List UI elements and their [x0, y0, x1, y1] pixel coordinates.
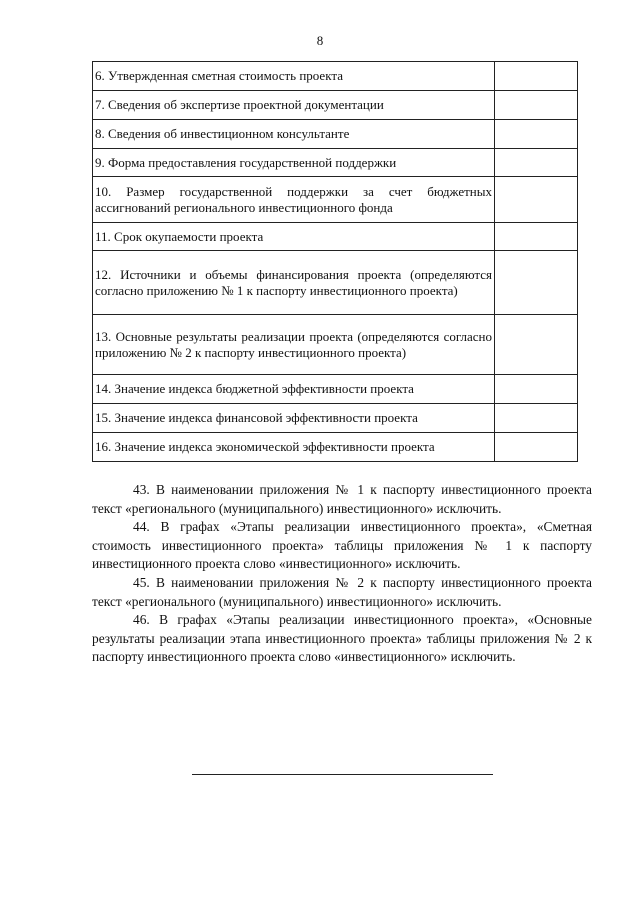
row-label: 15. Значение индекса финансовой эффективности проекта [93, 404, 495, 433]
row-label: 6. Утвержденная сметная стоимость проекта [93, 62, 495, 91]
row-value [495, 177, 578, 223]
page-number: 8 [316, 33, 324, 48]
row-label: 11. Срок окупаемости проекта [93, 223, 495, 251]
row-value [495, 315, 578, 375]
row-label: 14. Значение индекса бюджетной эффективности проекта [93, 375, 495, 404]
passport-table [92, 61, 578, 462]
paragraph-44: 44. В графах «Этапы реализации инвестиционного проекта», «Сметная стоимость инвестиционного проекта» таблицы приложения № 1 к паспорту инвестиционного проекта слово «инвестиционного» исключить. [92, 519, 592, 572]
closing-rule [192, 774, 493, 775]
table-row [93, 149, 578, 177]
row-value [495, 120, 578, 149]
row-value [495, 149, 578, 177]
row-label: 16. Значение индекса экономической эффективности проекта [93, 433, 495, 462]
paragraph-46: 46. В графах «Этапы реализации инвестиционного проекта», «Основные результаты реализации этапа инвестиционного проекта» таблицы приложения № 2 к паспорту инвестиционного проекта слово «инвестиционного» исключить. [92, 612, 592, 665]
row-value [495, 404, 578, 433]
table-row [93, 251, 578, 315]
row-label: 7. Сведения об экспертизе проектной документации [93, 91, 495, 120]
table-row [93, 375, 578, 404]
amendment-text [92, 481, 592, 667]
table-row [93, 120, 578, 149]
table-row [93, 91, 578, 120]
table-row [93, 177, 578, 223]
row-label: 12. Источники и объемы финансирования проекта (определяются согласно приложению № 1 к паспорту инвестиционного проекта) [93, 251, 495, 315]
table-row [93, 223, 578, 251]
table-row [93, 315, 578, 375]
row-label: 9. Форма предоставления государственной поддержки [93, 149, 495, 177]
row-label: 8. Сведения об инвестиционном консультанте [93, 120, 495, 149]
table-row [93, 404, 578, 433]
table-row [93, 62, 578, 91]
paragraph-45: 45. В наименовании приложения № 2 к паспорту инвестиционного проекта текст «регионального (муниципального) инвестиционного» исключить. [92, 574, 592, 609]
row-value [495, 433, 578, 462]
row-value [495, 251, 578, 315]
row-value [495, 223, 578, 251]
row-label: 13. Основные результаты реализации проекта (определяются согласно приложению № 2 к паспорту инвестиционного проекта) [93, 315, 495, 375]
row-value [495, 375, 578, 404]
row-label: 10. Размер государственной поддержки за счет бюджетных ассигнований регионального инвестиционного фонда [93, 177, 495, 223]
paragraph-43: 43. В наименовании приложения № 1 к паспорту инвестиционного проекта текст «регионального (муниципального) инвестиционного» исключить. [92, 482, 592, 516]
row-value [495, 91, 578, 120]
row-value [495, 62, 578, 91]
table-row [93, 433, 578, 462]
